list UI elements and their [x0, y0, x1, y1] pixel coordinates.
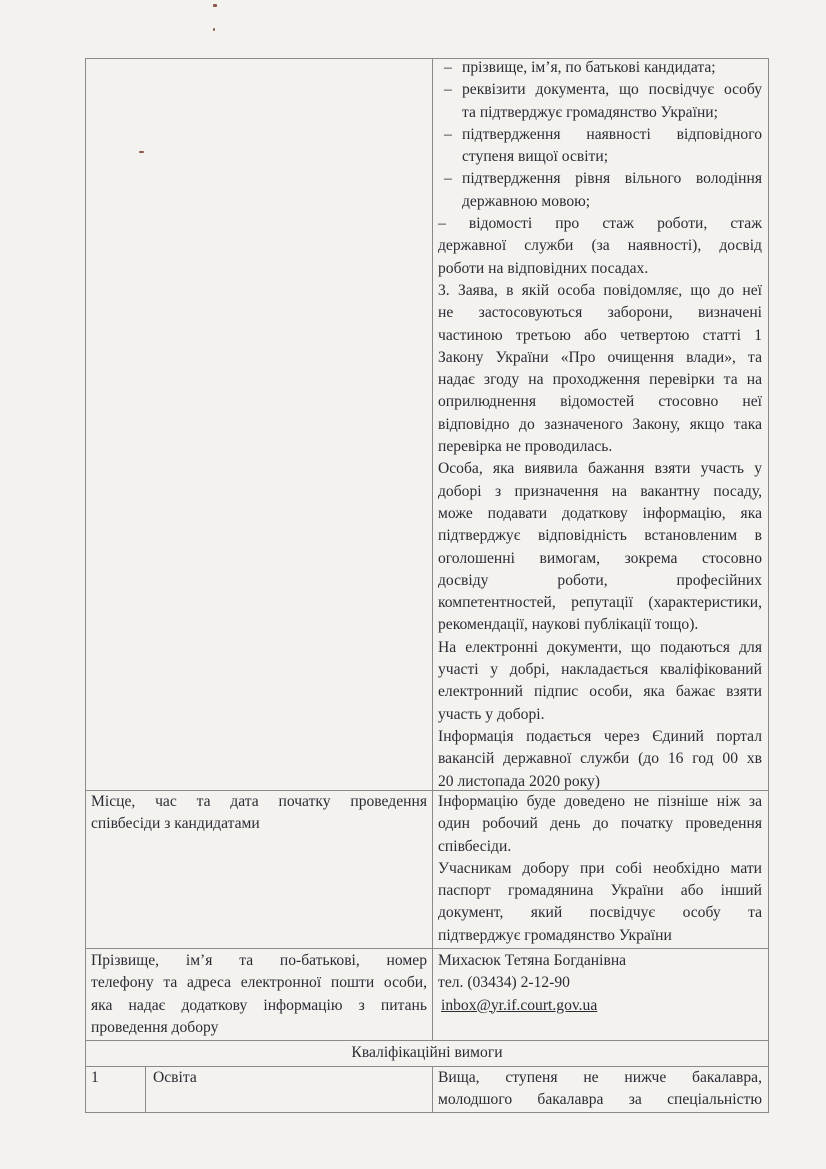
text-line: Особа, яка виявила бажання взяти участь у — [438, 460, 762, 478]
scan-speck — [213, 28, 215, 31]
table-cell-education-label — [145, 1066, 433, 1113]
text-line: співбесіди з кандидатами — [91, 815, 260, 833]
text-line: 3. Заява, в якій особа повідомляє, що до неї — [438, 281, 762, 299]
text-line: паспорт громадянина України або інший — [438, 882, 762, 900]
text-line: підтверджує відповідність встановленим в — [438, 527, 762, 545]
text-line: – відомості про стаж роботи, стаж — [438, 215, 762, 233]
interview-value-text — [438, 791, 762, 947]
education-number: 1 — [91, 1069, 99, 1086]
text-line: участі у добрі, накладається кваліфікований — [438, 661, 762, 679]
text-line: перевірка не проводилась. — [438, 438, 613, 456]
text-line: Прізвище, ім’я та по-батькові, номер — [91, 952, 427, 969]
text-line: – підтвердження рівня вільного володіння — [438, 168, 762, 190]
text-line: Місце, час та дата початку проведення — [91, 793, 427, 810]
text-line: – підтвердження наявності відповідного — [438, 124, 762, 146]
table-cell-empty-label — [85, 58, 433, 791]
text-line: Вища, ступеня не нижче бакалавра, — [438, 1069, 762, 1086]
table-cell-interview-value — [432, 790, 769, 949]
text-line: ступеня вищої освіти; — [462, 148, 609, 166]
text-line: електронний підпис особи, яка бажає взяти — [438, 683, 762, 701]
application-documents-text — [438, 57, 762, 793]
text-line: вакансій державної служби (до 16 год 00 хв — [438, 750, 762, 768]
text-line: один робочий день до початку проведення — [438, 815, 762, 833]
text-line: компетентностей, репутації (характеристики, — [438, 594, 762, 612]
contact-email-link[interactable]: inbox@yr.if.court.gov.ua — [441, 996, 598, 1014]
text-line: роботи на відповідних посадах. — [438, 259, 649, 277]
contact-value-text — [438, 950, 762, 1017]
table-cell-education-number — [85, 1066, 146, 1113]
table-cell-application-documents — [432, 58, 769, 791]
contact-phone: тел. (03434) 2-12-90 — [438, 974, 570, 992]
text-line: Інформацію буде доведено не пізніше ніж за — [438, 793, 762, 810]
text-line: молодшого бакалавра за спеціальністю — [438, 1091, 762, 1109]
text-line: телефону та адреса електронної пошти особи, — [91, 974, 427, 992]
table-cell-education-value — [432, 1066, 769, 1113]
text-line: та підтверджує громадянство України; — [462, 103, 718, 121]
scan-speck — [213, 4, 217, 7]
text-line: – прізвище, ім’я, по батькові кандидата; — [438, 57, 762, 79]
text-line: співбесіди. — [438, 837, 512, 855]
text-line: може подавати додаткову інформацію, яка — [438, 504, 762, 522]
interview-label-text — [91, 791, 427, 836]
text-line: Учасникам добору при собі необхідно мати — [438, 859, 762, 877]
text-line: надає згоду на проходження перевірки та на — [438, 371, 762, 389]
qualification-header: Кваліфікаційні вимоги — [351, 1044, 503, 1061]
text-line: не застосовуються заборони, визначені — [438, 304, 762, 322]
table-cell-interview-label — [85, 790, 433, 949]
contact-name: Михасюк Тетяна Богданівна — [438, 952, 627, 969]
text-line: підтверджує громадянство України — [438, 926, 672, 944]
text-line: проведення добору — [91, 1018, 219, 1036]
text-line: На електронні документи, що подаються для — [438, 638, 762, 656]
text-line: участь у доборі. — [438, 705, 545, 723]
text-line: досвіду роботи, професійних — [438, 571, 762, 589]
text-line: оприлюднення відомостей стосовно неї — [438, 393, 762, 411]
text-line: доборі з призначення на вакантну посаду, — [438, 482, 762, 500]
table-cell-contact-value — [432, 948, 769, 1041]
text-line: державною мовою; — [462, 192, 591, 210]
text-line: оголошенні вимогам, зокрема стосовно — [438, 549, 762, 567]
contact-label-text — [91, 950, 427, 1039]
text-line: документ, який посвідчує особу та — [438, 904, 762, 922]
text-line: рекомендації, наукові публікації тощо). — [438, 616, 699, 634]
table-cell-contact-label — [85, 948, 433, 1041]
text-line: частиною третьою або четвертою статті 1 — [438, 326, 762, 344]
education-value-text — [438, 1067, 762, 1112]
text-line: 20 листопада 2020 року) — [438, 772, 600, 790]
qualification-header-cell — [85, 1040, 769, 1067]
education-label: Освіта — [153, 1069, 197, 1086]
text-line: яка надає додаткову інформацію з питань — [91, 996, 427, 1014]
text-line: – реквізити документа, що посвідчує особу — [438, 79, 762, 101]
text-line: відповідно до зазначеного Закону, якщо така — [438, 415, 762, 433]
text-line: Закону України «Про очищення влади», та — [438, 348, 762, 366]
text-line: державної служби (за наявності), досвід — [438, 237, 762, 255]
text-line: Інформація подається через Єдиний портал — [438, 727, 762, 745]
